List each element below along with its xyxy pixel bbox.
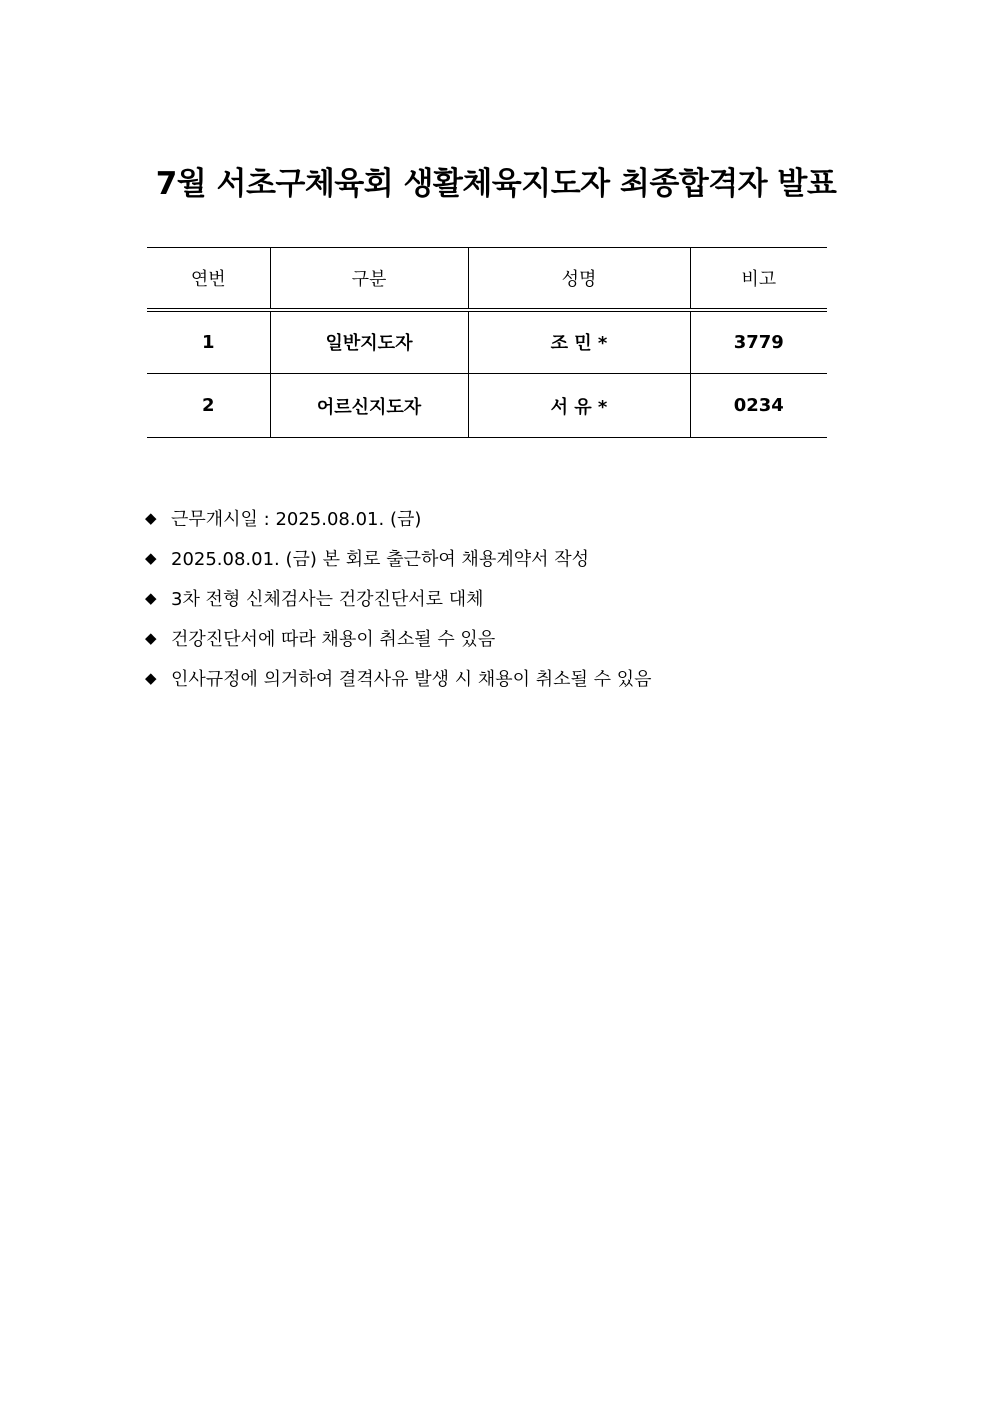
- cell-remarks: 3779: [690, 310, 827, 374]
- cell-number: 2: [201, 395, 215, 416]
- cell-remarks: 0234: [690, 374, 827, 438]
- cell-category: 어르신지도자: [270, 374, 468, 438]
- page-title: 7월 서초구체육회 생활체육지도자 최종합격자 발표: [155, 166, 837, 202]
- list-item: [145, 538, 651, 578]
- diamond-bullet-icon: ◆: [145, 629, 157, 647]
- note-text: 건강진단서에 따라 채용이 취소될 수 있음: [171, 629, 496, 650]
- header-category: 구분: [270, 248, 468, 310]
- cell-name: 조 민 *: [468, 310, 690, 374]
- note-text: 3차 전형 신체검사는 건강진단서로 대체: [171, 589, 484, 610]
- diamond-bullet-icon: ◆: [145, 589, 157, 607]
- table-row: [147, 374, 827, 438]
- header-number: 연번: [190, 268, 226, 290]
- notes-list: [145, 498, 651, 698]
- list-item: [145, 618, 651, 658]
- diamond-bullet-icon: ◆: [145, 669, 157, 687]
- header-name: 성명: [468, 248, 690, 310]
- list-item: [145, 578, 651, 618]
- note-text: 2025.08.01. (금) 본 회로 출근하여 채용계약서 작성: [171, 549, 589, 570]
- cell-name: 서 유 *: [468, 374, 690, 438]
- list-item: [145, 658, 651, 698]
- diamond-bullet-icon: ◆: [145, 549, 157, 567]
- table-row: [147, 310, 827, 374]
- list-item: [145, 498, 651, 538]
- table-header-row: [147, 248, 827, 310]
- cell-category: 일반지도자: [270, 310, 468, 374]
- header-remarks: 비고: [690, 248, 827, 310]
- diamond-bullet-icon: ◆: [145, 509, 157, 527]
- cell-number: 1: [201, 331, 215, 353]
- note-text: 인사규정에 의거하여 결격사유 발생 시 채용이 취소될 수 있음: [171, 669, 652, 690]
- note-text: 근무개시일 : 2025.08.01. (금): [171, 509, 422, 530]
- results-table: [147, 247, 827, 438]
